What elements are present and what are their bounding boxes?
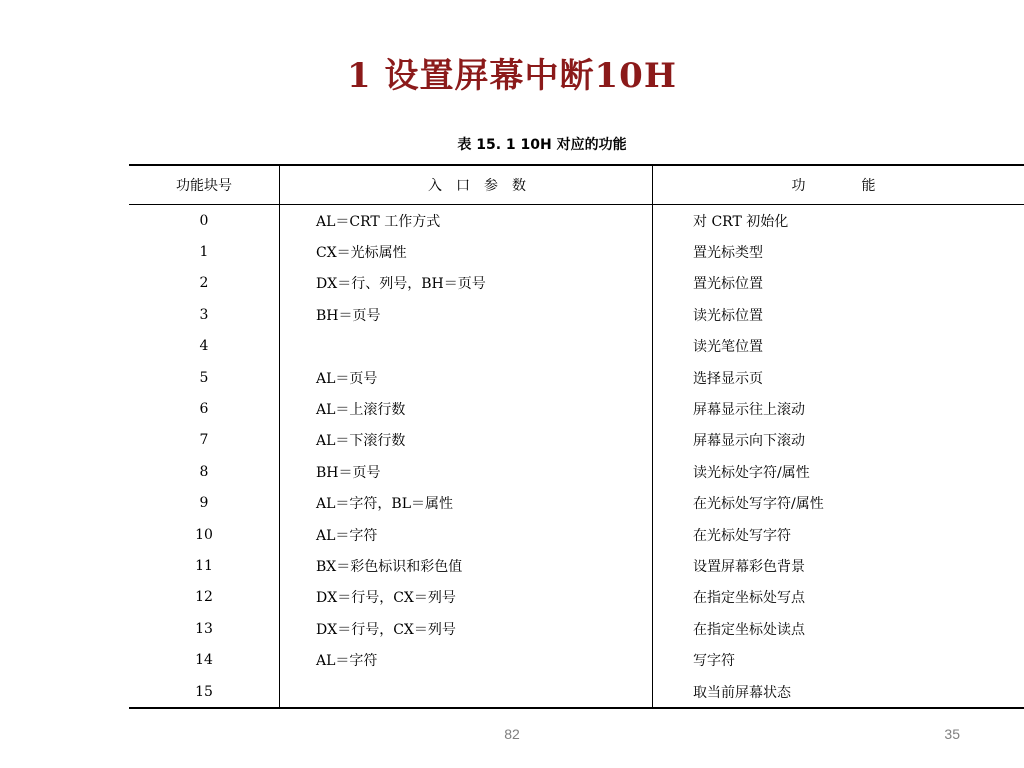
cell-function: 读光标位置: [693, 307, 763, 324]
table-row: [129, 550, 1024, 581]
cell-entry-params: [280, 331, 653, 362]
cell-entry-params: DX＝行、列号，BH＝页号: [280, 268, 653, 299]
cell-function: 读光标处字符/属性: [693, 464, 810, 481]
header-entry-params-label: 入口参数: [428, 178, 540, 194]
cell-entry-params: DX＝行号，CX＝列号: [280, 582, 653, 613]
table-row: [129, 205, 1024, 237]
cell-entry-params: AL＝字符: [280, 644, 653, 675]
cell-function: 写字符: [693, 653, 735, 670]
function-table-container: [129, 164, 952, 709]
table-row: [129, 393, 1024, 424]
cell-function-number: 11: [129, 550, 280, 581]
cell-function-number: 9: [129, 488, 280, 519]
function-table: [129, 164, 1024, 709]
cell-function-number: 0: [129, 205, 280, 237]
cell-entry-params: AL＝页号: [280, 362, 653, 393]
table-row: [129, 331, 1024, 362]
cell-entry-params: AL＝字符，BL＝属性: [280, 488, 653, 519]
slide-number: 35: [944, 726, 960, 742]
table-row: [129, 519, 1024, 550]
cell-function: 对 CRT 初始化: [693, 213, 789, 230]
table-row: [129, 676, 1024, 708]
slide-title: 1 设置屏幕中断10H: [347, 56, 677, 96]
header-function: [653, 165, 1024, 205]
table-row: [129, 488, 1024, 519]
cell-function: 置光标类型: [693, 245, 763, 262]
cell-function-number: 2: [129, 268, 280, 299]
cell-function-number: 7: [129, 425, 280, 456]
table-row: [129, 582, 1024, 613]
cell-function-number: 1: [129, 236, 280, 267]
cell-function: 取当前屏幕状态: [653, 676, 1024, 708]
cell-function: 屏幕显示往上滚动: [693, 402, 805, 419]
cell-function: 在光标处写字符/属性: [693, 496, 824, 513]
table-header-row: [129, 165, 1024, 205]
cell-function-number: 6: [129, 393, 280, 424]
cell-entry-params: BH＝页号: [280, 456, 653, 487]
header-entry-params: [280, 165, 653, 205]
cell-function: 选择显示页: [693, 370, 763, 387]
table-caption: 表 15. 1 10H 对应的功能: [457, 137, 627, 153]
cell-function-number: 8: [129, 456, 280, 487]
cell-function: 在光标处写字符: [693, 527, 791, 544]
header-function-label: 功能: [791, 178, 932, 194]
table-row: [129, 456, 1024, 487]
cell-entry-params: AL＝CRT 工作方式: [280, 205, 653, 237]
header-function-number: 功能块号: [129, 165, 280, 205]
table-body: [129, 205, 1024, 709]
cell-function: 在指定坐标处读点: [693, 621, 805, 638]
cell-function: 屏幕显示向下滚动: [693, 433, 805, 450]
table-row: [129, 236, 1024, 267]
cell-function: 置光标位置: [693, 276, 763, 293]
cell-function: 在指定坐标处写点: [693, 590, 805, 607]
table-row: [129, 425, 1024, 456]
cell-function-number: 5: [129, 362, 280, 393]
cell-entry-params: DX＝行号，CX＝列号: [280, 613, 653, 644]
cell-function-number: 3: [129, 299, 280, 330]
cell-entry-params: CX＝光标属性: [280, 236, 653, 267]
cell-entry-params: AL＝字符: [280, 519, 653, 550]
cell-entry-params: AL＝上滚行数: [280, 393, 653, 424]
cell-function-number: 4: [129, 331, 280, 362]
cell-entry-params: [280, 676, 653, 708]
cell-entry-params: BH＝页号: [280, 299, 653, 330]
cell-function-number: 12: [129, 582, 280, 613]
cell-entry-params: AL＝下滚行数: [280, 425, 653, 456]
cell-function-number: 15: [129, 676, 280, 708]
cell-function: 设置屏幕彩色背景: [693, 558, 805, 575]
cell-function-number: 10: [129, 519, 280, 550]
table-row: [129, 362, 1024, 393]
cell-entry-params: BX＝彩色标识和彩色值: [280, 550, 653, 581]
cell-function: 读光笔位置: [693, 339, 763, 356]
cell-function-number: 14: [129, 644, 280, 675]
table-row: [129, 299, 1024, 330]
page-number: 82: [504, 726, 520, 742]
cell-function-number: 13: [129, 613, 280, 644]
table-row: [129, 613, 1024, 644]
table-row: [129, 644, 1024, 675]
table-row: [129, 268, 1024, 299]
